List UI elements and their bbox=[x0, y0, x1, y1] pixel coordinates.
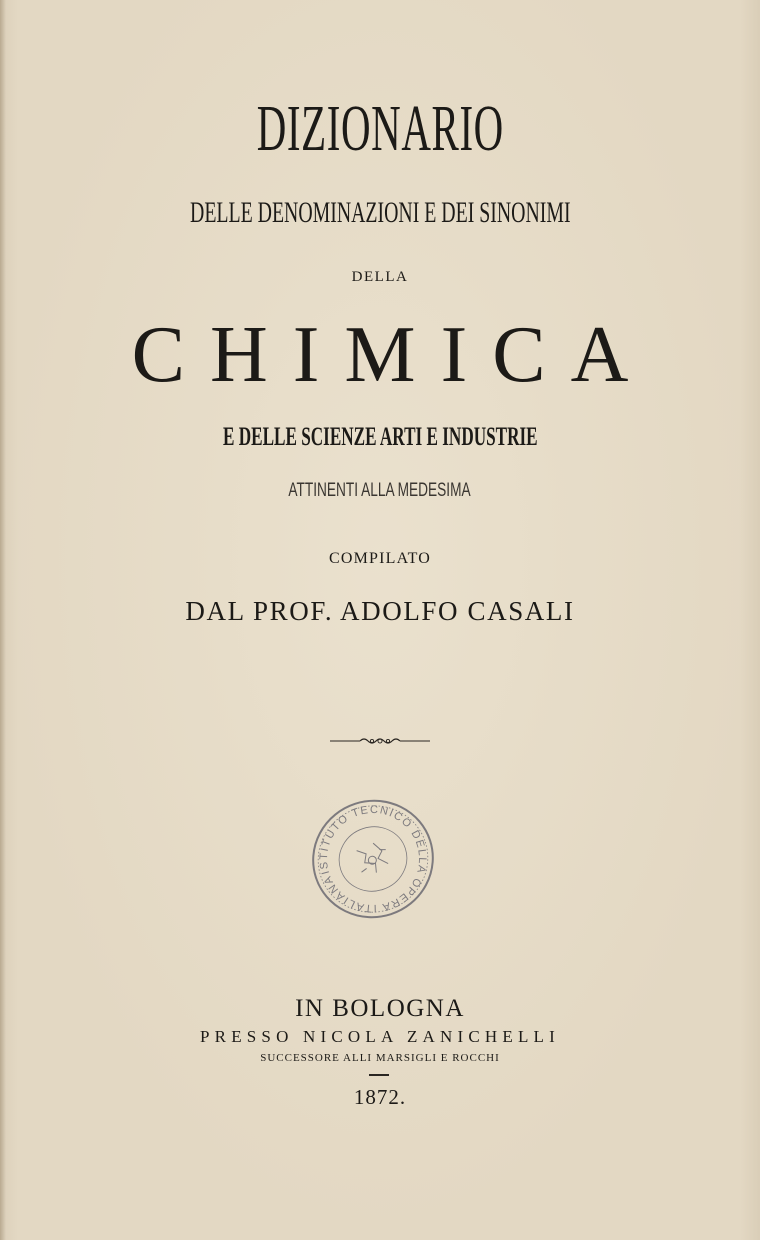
subtitle-line-2 bbox=[0, 424, 760, 450]
subtitle-line-2-text: E DELLE SCIENZE ARTI E INDUSTRIE bbox=[222, 422, 538, 451]
main-word: CHIMICA bbox=[131, 311, 654, 399]
imprint-publisher: PRESSO NICOLA ZANICHELLI bbox=[200, 1027, 560, 1046]
author-line: DAL PROF. ADOLFO CASALI bbox=[185, 596, 575, 626]
book-title-text: DIZIONARIO bbox=[256, 92, 504, 165]
svg-text:ISTITUTO TECNICO DELLA OPERA I bbox=[308, 796, 438, 922]
imprint-successor: SUCCESSORE ALLI MARSIGLI E ROCCHI bbox=[260, 1052, 500, 1064]
book-title bbox=[0, 92, 760, 165]
imprint-city: IN BOLOGNA bbox=[295, 995, 465, 1022]
imprint-year: 1872. bbox=[353, 1085, 407, 1109]
subtitle-line-1-text: DELLE DENOMINAZIONI E DEI SINONIMI bbox=[189, 196, 571, 229]
subtitle-line-3 bbox=[0, 481, 760, 500]
subtitle-line-1 bbox=[0, 198, 760, 228]
library-stamp bbox=[308, 796, 438, 922]
stamp-text: ISTITUTO TECNICO DELLA OPERA ITALIANA bbox=[317, 803, 429, 915]
connector-word: DELLA bbox=[351, 269, 409, 285]
year-rule bbox=[369, 1074, 389, 1076]
ornament-divider bbox=[330, 734, 430, 748]
subtitle-line-3-text: ATTINENTI ALLA MEDESIMA bbox=[288, 480, 472, 501]
compiled-label: COMPILATO bbox=[328, 550, 432, 567]
